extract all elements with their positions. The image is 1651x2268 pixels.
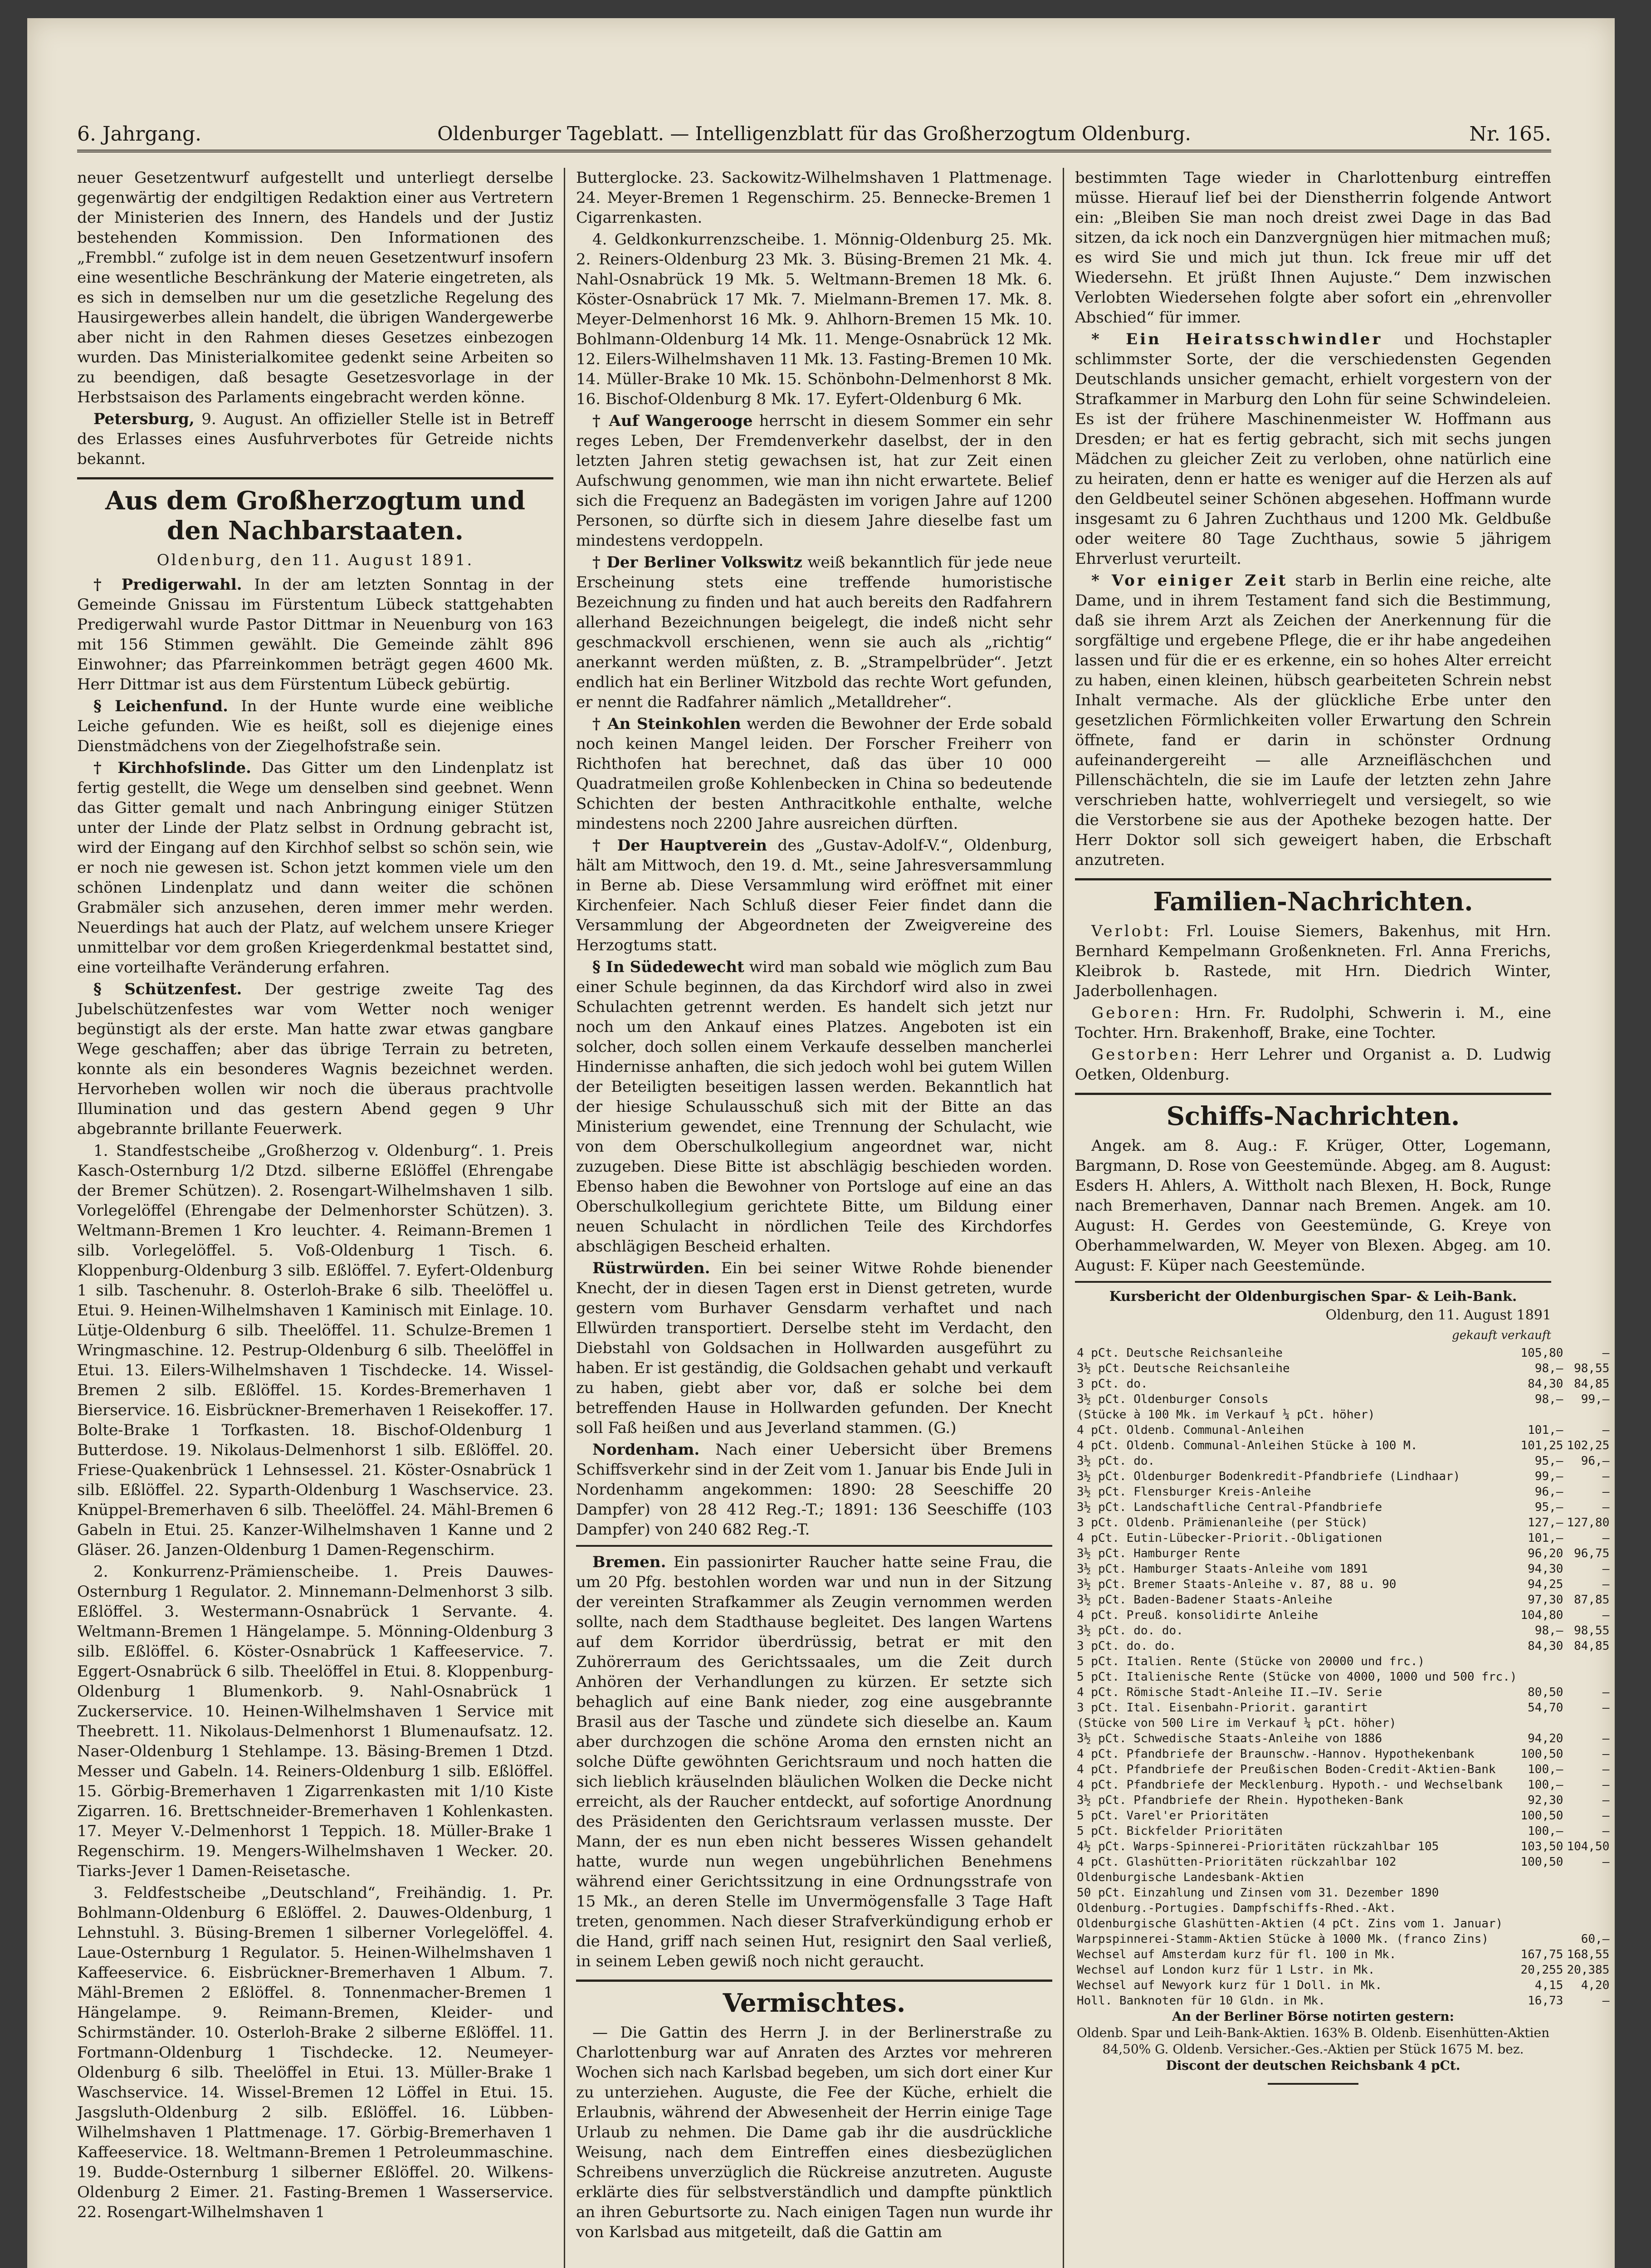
bank-row-buy: 101,— [1528,1423,1563,1437]
bank-row [1075,1993,1611,2009]
bank-row-name: Wechsel auf London kurz für 1 Lstr. in Mk. [1077,1963,1375,1977]
article-nordenham [576,1440,1052,1540]
bank-row [1075,1592,1611,1608]
bank-row-sell: — [1602,1747,1610,1761]
bank-row-buy: 84,30 [1528,1377,1563,1391]
article-suedewecht [576,957,1052,1256]
bank-row-buy [1519,1901,1565,1916]
bank-row-name: 4 pCt. Glashütten-Prioritäten rückzahlbar 102 [1077,1855,1397,1869]
bank-row [1075,1469,1611,1484]
bank-row-buy: 98,— [1534,1624,1563,1637]
family-text: Herr Lehrer und Organist a. D. Ludwig Oetken, Oldenburg. [1075,1046,1551,1084]
bank-row-sell: — [1602,1778,1610,1792]
berlin-quotes: Oldenb. Spar und Leih-Bank-Aktien. 163% B. Oldenb. Eisenhütten-Aktien 84,50% G. Oldenb. Versicher.-Ges.-Aktien per Stück 1675 M. bez. [1076,2025,1550,2057]
bank-row-sell: — [1602,1501,1610,1514]
bank-row [1075,1361,1611,1376]
bank-row-name: 3½ pCt. Hamburger Rente [1077,1547,1241,1560]
family-text: Hrn. Fr. Rudolphi, Schwerin i. M., eine Tochter. Hrn. Brakenhoff, Brake, eine Tochter. [1075,1004,1551,1042]
bank-row [1075,1422,1611,1438]
bank-row [1075,1685,1611,1700]
bank-row [1075,1345,1611,1361]
article-lead: Rüstrwürden. [592,1259,710,1277]
bank-row [1075,1453,1611,1469]
bank-row-name: Oldenburgische Glashütten-Aktien (4 pCt. Zins vom 1. Januar) [1077,1917,1503,1931]
bank-row-sell: 20,385 [1567,1963,1610,1977]
bank-row [1075,1376,1611,1392]
bank-row-name: 4 pCt. Oldenb. Communal-Anleihen Stücke à 100 M. [1077,1439,1418,1452]
bank-row-name: 4 pCt. Römische Stadt-Anleihe II.—IV. Serie [1077,1686,1382,1699]
article-lead: † Kirchhofslinde. [93,759,252,777]
berlin-heading: An der Berliner Börse notirten gestern: [1172,2009,1454,2024]
bank-row-name: 5 pCt. Bickfelder Prioritäten [1077,1824,1283,1838]
bank-row-sell [1565,1870,1611,1885]
prize-list-4: 4. Geldkonkurrenzscheibe. 1. Mönnig-Oldenburg 25. Mk. 2. Reiners-Oldenburg 23 Mk. 3. Büsing-Bremen 21 Mk. 4. Nahl-Osnabrück 19 Mk. 5. Weltmann-Bremen 18 Mk. 6. Köster-Osnabrück 17 Mk. 7. Mielmann-Bremen 17. Mk. 8. Meyer-Delmenhorst 16 Mk. 9. Ahlhorn-Bremen 15 Mk. 10. Bohlmann-Oldenburg 14 Mk. 11. Menge-Osnabrück 12 Mk. 12. Eilers-Wilhelmshaven 11 Mk. 13. Fasting-Bremen 10 Mk. 14. Müller-Brake 10 Mk. 15. Schönbohn-Delmenhorst 8 Mk. 16. Bischof-Oldenburg 8 Mk. 17. Eyfert-Oldenburg 6 Mk. [576,230,1052,408]
article-body: werden die Bewohner der Erde sobald noch keinen Mangel leiden. Der Forscher Freiherr von Richthofen hat berechnet, daß das über 10 000 Quadratmeilen große Kohlenbecken in China so bedeutende Schichten der besten Anthracitkohle enthalte, welche mindestens noch 2200 Jahre ausreichen dürften. [576,715,1052,833]
article-schuetzenfest [77,979,553,1139]
bank-row [1075,1901,1611,1916]
dateline: Oldenburg, den 11. August 1891. [156,551,474,569]
article-lead: Bremen. [592,1553,666,1571]
family-engaged [1075,921,1551,1001]
bank-row-buy: 167,75 [1520,1948,1563,1961]
section-title-vermischtes: Vermischtes. [576,1980,1052,2018]
bank-row-name: 4 pCt. Oldenb. Communal-Anleihen [1077,1423,1304,1437]
bank-row-name: 3½ pCt. Hamburger Staats-Anleihe vom 1891 [1077,1562,1368,1576]
article-kirchhofslinde [77,758,553,978]
bank-row-buy [1519,1669,1565,1685]
bank-row [1075,1793,1611,1808]
bank-row-sell: 84,85 [1574,1377,1610,1391]
bank-row-sell: 96,— [1581,1454,1610,1468]
bank-row [1075,1561,1611,1577]
bank-row-sell: — [1602,1809,1610,1823]
bank-row-name: 3½ pCt. Bremer Staats-Anleihe v. 87, 88 u. 90 [1077,1578,1397,1591]
article-lead: Petersburg, [93,410,195,428]
bank-row-name: 3½ pCt. do. do. [1077,1624,1183,1637]
article-lead: † Der Hauptverein [592,836,767,855]
article-lead: † Der Berliner Volkswitz [592,553,802,572]
bank-row-buy: 99,— [1534,1470,1563,1483]
bank-row-name: 3½ pCt. Oldenburger Bodenkredit-Pfandbriefe (Lindhaar) [1077,1470,1460,1483]
bank-row-sell: 127,80 [1567,1516,1610,1530]
bank-row [1075,1500,1611,1515]
bank-row-sell [1565,1901,1611,1916]
bank-row-buy: 92,30 [1528,1794,1563,1807]
bank-row-buy: 98,— [1534,1362,1563,1375]
bank-row-name: 3½ pCt. Schwedische Staats-Anleihe von 1886 [1077,1732,1382,1745]
bank-row-sell: — [1602,1485,1610,1499]
bank-row-name: 4 pCt. Pfandbriefe der Preußischen Boden-Credit-Aktien-Bank [1077,1763,1496,1776]
bank-row [1075,1669,1611,1685]
bank-row-name: 3 pCt. Ital. Eisenbahn-Priorit. garantirt [1077,1701,1368,1715]
bank-row-buy: 100,— [1528,1778,1563,1792]
article-petersburg [77,409,553,469]
bank-row-name: 3½ pCt. Baden-Badener Staats-Anleihe [1077,1593,1333,1607]
bank-row-sell: 102,25 [1567,1439,1610,1452]
bank-row-buy: 80,50 [1528,1686,1563,1699]
bank-row-buy: 103,50 [1520,1840,1563,1853]
bank-row-sell: — [1602,1346,1610,1360]
section-title-familien: Familien-Nachrichten. [1075,878,1551,917]
article-lead: † An Steinkohlen [592,715,741,733]
bank-row-name: Warpspinnerei-Stamm-Aktien Stücke à 1000 Mk. (franco Zins) [1077,1932,1489,1946]
bank-row [1075,1484,1611,1500]
article-leichenfund [77,696,553,756]
bank-row-buy [1519,1885,1565,1901]
bank-report-date: Oldenburg, den 11. August 1891 [1325,1307,1551,1323]
bank-row-buy: 101,25 [1520,1439,1563,1452]
prize-list-2: 2. Konkurrenz-Prämienscheibe. 1. Preis Dauwes-Osternburg 1 Regulator. 2. Minnemann-Delmenhorst 3 silb. Eßlöffel. 3. Westermann-Osnabrück 1 Servante. 4. Weltmann-Bremen 1 Hängelampe. 5. Mönning-Oldenburg 3 silb. Eßlöffel. 6. Köster-Osnabrück 1 Kaffeeservice. 7. Eggert-Osnabrück 6 silb. Theelöffel in Etui. 8. Kloppenburg-Oldenburg 1 Blumenkorb. 9. Nahl-Osnabrück 1 Zuckerservice. 10. Heinen-Wilhelmshaven 1 Service mit Theebrett. 11. Nikolaus-Delmenhorst 1 Blumenaufsatz. 12. Naser-Oldenburg 1 Stehlampe. 13. Bäsing-Bremen 1 Dtzd. Messer und Gabeln. 14. Reiners-Oldenburg 1 silb. Eßlöffel. 15. Görbig-Bremerhaven 1 Zigarrenkasten mit 1/10 Kiste Zigarren. 16. Brettschneider-Bremerhaven 1 Kohlenkasten. 17. Meyer V.-Delmenhorst 1 Teppich. 18. Müller-Brake 1 Regenschirm. 19. Mengers-Wilhelmshaven 1 Wecker. 20. Tiarks-Jever 1 Damen-Reisetasche. [77,1563,553,1880]
bank-row-buy: 95,— [1534,1501,1563,1514]
bank-row-name: 5 pCt. Varel'er Prioritäten [1077,1809,1269,1823]
bank-row [1075,1947,1611,1962]
bank-row-name: 5 pCt. Italienische Rente (Stücke von 4000, 1000 und 500 frc.) [1077,1670,1517,1684]
family-label: Verlobt: [1091,922,1172,940]
bank-row-name: Wechsel auf Amsterdam kurz für fl. 100 in Mk. [1077,1948,1397,1961]
article-steinkohlen [576,714,1052,834]
bank-row-buy: 94,30 [1528,1562,1563,1576]
bank-row-buy: 101,— [1528,1531,1563,1545]
bank-row [1075,1823,1611,1839]
bank-row-name: 3½ pCt. Pfandbriefe der Rhein. Hypotheken-Bank [1077,1794,1404,1807]
article-bremen [576,1552,1052,1971]
article-body: 9. August. An offizieller Stelle ist in Betreff des Erlasses eines Ausfuhrverbotes für Getreide nichts bekannt. [77,410,553,468]
bank-row [1075,1808,1611,1823]
bank-row-name: 4 pCt. Eutin-Lübecker-Priorit.-Obligationen [1077,1531,1382,1545]
bank-row-buy: 20,255 [1520,1963,1563,1977]
bank-row-sell: 104,50 [1567,1840,1610,1853]
bank-row-buy [1519,1654,1565,1669]
bank-row-sell [1565,1885,1611,1901]
article-hauptverein [576,836,1052,955]
bank-row-buy: 96,20 [1528,1547,1563,1560]
bank-row-buy: 127,— [1528,1516,1563,1530]
bank-row-buy: 100,— [1528,1824,1563,1838]
bank-row [1075,1731,1611,1746]
bank-row-buy: 100,50 [1520,1855,1563,1869]
bank-row [1075,1392,1611,1407]
prize-list-cont: Butterglocke. 23. Sackowitz-Wilhelmshaven 1 Plattmenage. 24. Meyer-Bremen 1 Regenschirm. 25. Bennecke-Bremen 1 Cigarrenkasten. [576,169,1052,227]
bank-row [1075,1546,1611,1561]
article-body: Der gestrige zweite Tag des Jubelschützenfestes war vom Wetter noch weniger begünstigt als der erste. Man hatte zwar etwas gangbare Wege geschaffen; aber das übrige Terrain zu betreten, konnte als ein besonderes Wagnis bezeichnet werden. Hervorheben wollen wir noch die überaus prachtvolle Illumination und das gestern Abend gegen 9 Uhr abgebrannte brillante Feuerwerk. [77,980,554,1138]
bank-row [1075,1777,1611,1793]
bank-row [1075,1530,1611,1546]
bank-row-name: (Stücke von 500 Lire im Verkauf ¼ pCt. höher) [1077,1716,1397,1730]
bank-row-buy: 105,80 [1520,1346,1563,1360]
bank-row-name: 3 pCt. do. do. [1077,1639,1177,1653]
end-rule [1268,2083,1358,2085]
divider [1075,1281,1551,1283]
bank-rates-table [1075,1345,1611,2009]
bank-row [1075,1716,1611,1731]
family-born [1075,1003,1551,1043]
bank-row-name: 4 pCt. Deutsche Reichsanleihe [1077,1346,1283,1360]
bank-row-sell: — [1602,1794,1610,1807]
section-title: Aus dem Großherzogtum und den Nachbarstaaten. [77,477,553,546]
bank-row-buy: 84,30 [1528,1639,1563,1653]
bank-row-sell: — [1602,1824,1610,1838]
bank-row-sell: — [1602,1763,1610,1776]
bank-row-buy [1519,1407,1565,1422]
article-body: In der Hunte wurde eine weibliche Leiche gefunden. Wie es heißt, soll es diejenige eines Dienstmädchens von der Ziegelhofstraße sein. [77,697,553,755]
article-body: und Hochstapler schlimmster Sorte, der die verschiedensten Gegenden Deutschlands unsicher gemacht, erhielt vorgestern von der Strafkammer in Marburg den Lohn für seine Schwindeleien. Es ist der frühere Maschinenmeister W. Hoffmann aus Dresden; er hat es fertig gebracht, sich mit sechs jungen Mädchen zu gleicher Zeit zu verloben, ohne natürlich eine zu heiraten, denn er hatte es weniger auf die Herzen als auf den Geldbeutel seiner Schönen abgesehen. Hoffmann wurde insgesamt zu 6 Jahren Zuchthaus und 1200 Mk. Geldbuße oder weitere 80 Tage Zuchthaus, sowie 5 jährigem Ehrverlust verurteilt. [1075,330,1551,568]
bank-row-name: 3½ pCt. do. [1077,1454,1155,1468]
article-body: wird man sobald wie möglich zum Bau einer Schule beginnen, da das Kirchdorf wird also in zwei Schulachten getrennt werden. Es handelt sich jetzt nur noch um den Ankauf eines Platzes. Angeboten ist ein solcher, doch sollen einem Verkaufe desselben mancherlei Hindernisse anhaften, die sich jedoch wohl bei gutem Willen der Beteiligten beseitigen lassen werden. Bekanntlich hat der hiesige Schulausschuß sich mit der Bitte an das Ministerium gewendet, eine Trennung der Schulacht, wie von dem Oberschulkollegium angeordnet war, nicht zuzugeben. Diese Bitte ist abschlägig beschieden worden. Ebenso haben die Bewohner von Portsloge auf eine an das Oberschulkollegium gerichtete Bitte, um Bildung einer neuen Schulacht in nördlichen Teile des Kirchdorfes abschlägigen Bescheid erhalten. [576,958,1052,1256]
bank-row-sell [1565,1716,1611,1731]
article-lead: † Predigerwahl. [93,576,242,594]
article-wangerooge [576,411,1052,551]
article-lead: * Vor einiger Zeit [1091,572,1288,590]
bank-row-name: 3 pCt. Oldenb. Prämienanleihe (per Stück) [1077,1516,1368,1530]
bank-row-buy: 54,70 [1528,1701,1563,1715]
bank-row [1075,1931,1611,1947]
volume-label: 6. Jahrgang. [77,122,202,146]
bank-row [1075,1762,1611,1777]
bank-row-buy: 97,30 [1528,1593,1563,1607]
column-2 [576,168,1052,2268]
bank-row-buy [1519,1931,1565,1947]
bank-row-name: 5 pCt. Italien. Rente (Stücke von 20000 und frc.) [1077,1655,1425,1668]
bank-row [1075,1962,1611,1978]
family-label: Geboren: [1091,1004,1182,1022]
bank-row [1075,1608,1611,1623]
bank-row [1075,1515,1611,1530]
bank-row-sell: — [1602,1732,1610,1745]
article-heiratsschwindler [1075,329,1551,569]
family-label: Gestorben: [1091,1046,1201,1064]
bank-row-sell: — [1602,1994,1610,2008]
article-text: neuer Gesetzentwurf aufgestellt und unterliegt derselbe gegenwärtig der endgiltigen Redaktion einer aus Vertretern der Ministerien des Innern, des Handels und der Justiz bestehenden Kommission. Den Informationen des „Frembbl.“ zufolge ist in dem neuen Gesetzentwurf insofern eine wesentliche Beschränkung der Materie eingetreten, als es sich in demselben nur um die gesetzliche Regelung des Hausirgewerbes allein handelt, die übrigen Wandergewerbe aber nicht in den Rahmen dieses Gesetzes einbezogen wurden. Das Ministerialkomitee gedenkt seine Arbeiten so zu beendigen, daß besagte Gesetzesvorlage in der Herbstsaison des Parlaments eingebracht werden könne. [77,169,553,406]
article-lead: † Auf Wangerooge [592,412,753,430]
newspaper-page [27,18,1615,2268]
bank-row-name: 4 pCt. Pfandbriefe der Mecklenburg. Hypoth.- und Wechselbank [1077,1778,1503,1792]
bank-row [1075,1654,1611,1669]
bank-row-buy: 94,25 [1528,1578,1563,1591]
bank-row-name: 3½ pCt. Oldenburger Consols [1077,1393,1269,1406]
article-body: In der am letzten Sonntag in der Gemeinde Gnissau im Fürstentum Lübeck stattgehabten Predigerwahl wurde Pastor Dittmar in Neuenburg von 163 mit 156 Stimmen gewählt. Die Gemeinde zählt 896 Einwohner; das Pfarreinkommen beträgt gegen 4600 Mk. Herr Dittmar ist aus dem Fürstentum Lübeck gebürtig. [77,576,553,694]
bank-row-sell: — [1602,1470,1610,1483]
article-volkswitz [576,552,1052,712]
bank-row [1075,1746,1611,1762]
article-body: weiß bekanntlich für jede neue Erscheinung stets eine treffende humoristische Bezeichnung zu finden und hat auch bereits den Radfahrern allerhand Bezeichnungen beigelegt, die indeß nicht sehr geschmackvoll erschienen, wenn sie auch als „richtig“ anerkannt werden müßten, z. B. „Strampelbrüder“. Jetzt endlich hat ein Berliner Witzbold das rechte Wort gefunden, er nennt die Radfahrer nämlich „Metalldreher“. [576,553,1053,711]
bank-row-buy: 95,— [1534,1454,1563,1468]
article-body: Das Gitter um den Lindenplatz ist fertig gestellt, die Wege um denselben sind geebnet. Wenn das Gitter gemalt und nach Anbringung einiger Stützen unter der Linde der Platz selbst in Ordnung gebracht ist, wird der Eingang auf den Kirchhof selbst so schön sein, wie er noch nie gewesen ist. Schon jetzt kommen viele um den schönen Lindenplatz und dann weiter die schönen Grabmäler sich anzusehen, deren immer mehr werden. Neuerdings hat auch der Platz, auf welchem unsere Krieger unmittelbar vor dem großen Kriegerdenkmal bestattet sind, eine vorteilhafte Veränderung erfahren. [77,759,553,977]
bank-row-sell: 84,85 [1574,1639,1610,1653]
bank-row [1075,1700,1611,1716]
bank-row-sell: 87,85 [1574,1593,1610,1607]
ship-news: Angek. am 8. Aug.: F. Krüger, Otter, Logemann, Bargmann, D. Rose von Geestemünde. Abgeg. am 8. August: Esders H. Ahlers, A. Wittholt nach Blexen, H. Bock, Runge nach Bremerhaven, Dannar nach Bremen. Angek. am 10. August: H. Gerdes von Geestemünde, G. Kreye von Oberhammelwarden, W. Meyer von Blexen. Abgeg. am 10. August: F. Küper nach Geestemünde. [1075,1137,1551,1275]
bank-row-name: 4½ pCt. Warps-Spinnerei-Prioritäten rückzahlbar 105 [1077,1840,1439,1853]
bank-report-title: Kursbericht der Oldenburgischen Spar- & Leih-Bank. [1109,1289,1517,1305]
bank-row [1075,1978,1611,1993]
bank-row-sell: — [1602,1608,1610,1622]
page-header [77,109,1551,152]
bank-row [1075,1577,1611,1592]
bank-row-buy: 100,50 [1520,1747,1563,1761]
article-body: Nach einer Uebersicht über Bremens Schiffsverkehr sind in der Zeit vom 1. Januar bis Ende Juli in Nordenhamm angekommen: 1890: 28 Seeschiffe 20 Dampfer) von 28 412 Reg.-T.; 1891: 136 Seeschiffe (103 Dampfer) von 240 682 Reg.-T. [576,1441,1053,1539]
bank-row [1075,1885,1611,1901]
bank-row-buy [1519,1916,1565,1931]
bank-column-head: gekauft verkauft [1452,1329,1551,1342]
bank-row-name: 3½ pCt. Landschaftliche Central-Pfandbriefe [1077,1501,1382,1514]
bank-row-buy: 98,— [1534,1393,1563,1406]
article-body: des „Gustav-Adolf-V.“, Oldenburg, hält am Mittwoch, den 19. d. Mt., seine Jahresversammlung in Berne ab. Diese Versammlung wird eröffnet mit einer Kirchenfeier. Nach Schluß dieser Feier findet dann die Versammlung der Abgeordneten der Zweigvereine des Herzogtums statt. [576,836,1053,954]
bank-row-sell: — [1602,1701,1610,1715]
article-lead: § In Südedewecht [592,958,744,976]
bank-row-sell: 60,— [1581,1932,1610,1946]
family-died [1075,1045,1551,1085]
bank-row [1075,1623,1611,1638]
article-ruestrwuerden [576,1258,1052,1438]
bank-row-buy: 94,20 [1528,1732,1563,1745]
bank-row-sell: — [1602,1578,1610,1591]
discount-note: Discont der deutschen Reichsbank 4 pCt. [1166,2058,1460,2073]
article-body: starb in Berlin eine reiche, alte Dame, und in ihrem Testament fand sich die Bestimmung, daß sie ihrem Arzt als Zeichen der Anerkennung für die sorgfältige und ergebene Pflege, die er ihr habe angedeihen lassen und für die er es erkenne, ein so hohes Alter erreicht zu haben, einen kleinen, hübsch gearbeiteten Schrein nebst Inhalt vermache. Als der glückliche Erbe unter den gesetzlichen Förmlichkeiten voller Erwartung den Schrein öffnete, fand er darin in schönster Ordnung aufeinandergereiht — alle Arzneifläschchen und Pillenschächteln, die sie im Laufe der letzten zehn Jahre verschrieben hatte, wohlverriegelt und versiegelt, so wie die Verstorbene sie aus der Apotheke bezogen hatte. Der Herr Doktor soll sich geweigert haben, die Erbschaft anzutreten. [1075,572,1552,869]
bank-row-name: 3 pCt. do. [1077,1377,1148,1391]
article-predigerwahl [77,575,553,694]
bank-row-sell: 4,20 [1581,1979,1610,1992]
bank-row-sell [1565,1916,1611,1931]
bank-row [1075,1916,1611,1931]
bank-row-name: Holl. Banknoten für 10 Gldn. in Mk. [1077,1994,1325,2008]
bank-row-name: 4 pCt. Preuß. konsolidirte Anleihe [1077,1608,1319,1622]
family-text: Frl. Louise Siemers, Bakenhus, mit Hrn. Bernhard Kempelmann Großenkneten. Frl. Anna Frerichs, Kleibrok b. Rastede, mit Hrn. Diedrich Winter, Jaderbollenhagen. [1075,922,1551,1000]
bank-row-sell: — [1602,1855,1610,1869]
article-body: Ein passionirter Raucher hatte seine Frau, die um 20 Pfg. bestohlen worden war und nun in der Sitzung der vereinten Strafkammer als Zeugin vernommen werden sollte, nach dem Stadthause begleitet. Des langen Wartens auf dem Korridor überdrüssig, betrat er mit den Zuhörerraum des Gerichtssaales, um die Zeit durch Anhören der Verhandlungen zu kürzen. Er setzte sich behaglich auf eine Bank nieder, zog eine ausgebrannte Brasil aus der Tasche und zündete sich dieselbe an. Kaum aber durchzogen die schöne Aroma den ernsten nicht an solche Düfte gewöhnten Gerichtsraum und noch hatten die sich lieblich kräuselnden bläulichen Wolken die Decke nicht erreicht, als der Raucher entdeckt, auf sofortige Anordnung des Präsidenten den Gerichtsraum verlassen musste. Der Mann, der es nun eben nicht besseres Wissen gehandelt hatte, wurde nun wegen ungebührlichen Benehmens während einer Gerichtssitzung in eine Ordnungsstrafe von 15 Mk., an deren Stelle im Unvermögensfalle 3 Tage Haft treten, genommen. Nach dieser Strafverkündigung erhob er die Hand, griff nach seinen Hut, resignirt den Saal verließ, in seinem Leben gewiß noch nicht geraucht. [576,1553,1053,1970]
prize-list-1: 1. Standfestscheibe „Großherzog v. Oldenburg“. 1. Preis Kasch-Osternburg 1/2 Dtzd. silberne Eßlöffel (Ehrengabe der Bremer Schützen). 2. Rosengart-Wilhelmshaven 1 silb. Vorlegelöffel (Ehrengabe der Delmenhorster Schützen). 3. Weltmann-Bremen 1 Kro leuchter. 4. Reimann-Bremen 1 silb. Vorlegelöffel. 5. Voß-Oldenburg 1 Tisch. 6. Kloppenburg-Oldenburg 3 silb. Eßlöffel. 7. Eyfert-Oldenburg 1 silb. Taschenuhr. 8. Osterloh-Brake 6 silb. Theelöffel u. Etui. 9. Heinen-Wilhelmshaven 1 Kaminisch mit Einlage. 10. Lütje-Oldenburg 6 silb. Theelöffel. 11. Schulze-Bremen 1 Wringmaschine. 12. Pestrup-Oldenburg 6 silb. Theelöffel in Etui. 13. Eilers-Wilhelmshaven 1 Tischdecke. 14. Wissel-Bremen 2 silb. Eßlöffel. 15. Kordes-Bremerhaven 1 Bierservice. 16. Eisbrückner-Bremerhaven 1 Reisekoffer. 17. Bolte-Brake 1 Torfkasten. 18. Bischof-Oldenburg 1 Butterdose. 19. Nikolaus-Delmenhorst 1 silb. Eßlöffel. 20. Friese-Quakenbrück 1 Lehnsessel. 21. Köster-Osnabrück 1 silb. Eßlöffel. 22. Syparth-Oldenburg 1 Waschservice. 23. Knüppel-Bremerhaven 6 silb. Theelöffel. 24. Mähl-Bremen 6 Gabeln in Etui. 25. Kanzer-Wilhelmshaven 1 Kanne und 2 Gläser. 26. Janzen-Oldenburg 1 Damen-Regenschirm. [77,1142,553,1559]
divider [576,1545,1052,1547]
bank-row-name: 3½ pCt. Deutsche Reichsanleihe [1077,1362,1290,1375]
bank-row-sell: 168,55 [1567,1948,1610,1961]
bank-row-buy [1519,1716,1565,1731]
bank-row [1075,1870,1611,1885]
bank-row-sell: 98,55 [1574,1362,1610,1375]
issue-number: Nr. 165. [1469,122,1551,146]
bank-row-sell [1565,1669,1611,1685]
masthead-title: Oldenburger Tageblatt. — Intelligenzblatt für das Großherzogtum Oldenburg. [437,122,1191,145]
bank-row-name: (Stücke à 100 Mk. im Verkauf ¼ pCt. höher) [1077,1408,1375,1422]
article-continued: bestimmten Tage wieder in Charlottenburg eintreffen müsse. Hierauf lief bei der Dienstherrin folgende Antwort ein: „Bleiben Sie man noch dreist zwei Dage in das Bad sitzen, da ick noch ein Danzvergnügen hier mitmachen muß; es wird Sie und mich jut thun. Ick freue mir uff det Wiedersehn. Et jrüßt Ihnen Aujuste.“ Dem inzwischen Verlobten Wiedersehen folgte aber sofort ein „ehrenvoller Abschied“ für immer. [1075,169,1551,327]
bank-row-sell: 99,— [1581,1393,1610,1406]
bank-row-sell: 98,55 [1574,1624,1610,1637]
bank-row-buy: 4,15 [1534,1979,1563,1992]
column-rule-1 [564,168,565,2268]
bank-row-sell: — [1602,1423,1610,1437]
bank-row-buy: 16,73 [1528,1994,1563,2008]
bank-row-sell: — [1602,1562,1610,1576]
bank-row [1075,1839,1611,1854]
article-lead: § Schützenfest. [93,980,242,998]
bank-row-name: Oldenburgische Landesbank-Aktien [1077,1871,1304,1884]
bank-row [1075,1407,1611,1422]
bank-row-buy: 104,80 [1520,1608,1563,1622]
article-lead: Nordenham. [592,1441,700,1459]
bank-row-sell [1565,1654,1611,1669]
bank-row-name: 50 pCt. Einzahlung und Zinsen vom 31. Dezember 1890 [1077,1886,1439,1900]
article-lead: § Leichenfund. [93,697,228,715]
bank-row-name: Oldenburg.-Portugies. Dampfschiffs-Rhed.-Akt. [1077,1901,1397,1915]
bank-row-name: 4 pCt. Pfandbriefe der Braunschw.-Hannov. Hypothekenbank [1077,1747,1475,1761]
bank-row [1075,1638,1611,1654]
article-lead: * Ein Heiratsschwindler [1091,330,1383,348]
bank-row-sell: 96,75 [1574,1547,1610,1560]
bank-row-name: 3½ pCt. Flensburger Kreis-Anleihe [1077,1485,1311,1499]
column-rule-2 [1063,168,1064,2268]
bank-row-buy: 100,50 [1520,1809,1563,1823]
bank-row [1075,1438,1611,1453]
bank-row-sell: — [1602,1686,1610,1699]
article-charlottenburg: — Die Gattin des Herrn J. in der Berlinerstraße zu Charlottenburg war auf Anraten des Arztes vor mehreren Wochen sich nach Karlsbad begeben, um sich dort einer Kur zu unterziehen. Auguste, die Fee der Küche, erhielt die Erlaubnis, während der Abwesenheit der Herrin einige Tage Urlaub zu nehmen. Die Dame gab ihr die ausdrückliche Weisung, nach dem Eintreffen eines diesbezüglichen Schreibens unverzüglich die Rückreise anzutreten. Auguste erklärte dies für selbstverständlich und dampfte pünktlich an ihren Geburtsorte zu. Nach einigen Tagen nun wurde ihr von Karlsbad aus mitgeteilt, daß die Gattin am [576,2024,1052,2241]
article-testament [1075,571,1551,870]
bank-row-buy [1519,1870,1565,1885]
article-body: Ein bei seiner Witwe Rohde bienender Knecht, der in diesen Tagen erst in Dienst getreten, wurde gestern vom Burhaver Gensdarm verhaftet und nach Ellwürden transportiert. Derselbe steht im Verdacht, den Diebstahl von Goldsachen in Hollwarden ausgeführt zu haben. Er ist geständig, die Goldsachen gehabt und verkauft zu haben, giebt aber vor, daß er solche bei dem betreffenden Hause in Hollwarden gefunden. Der Knecht soll Faß heißen und aus Jeverland stammen. (G.) [576,1259,1052,1437]
column-1 [77,168,553,2268]
bank-row-name: Wechsel auf Newyork kurz für 1 Doll. in Mk. [1077,1979,1382,1992]
bank-row-sell: — [1602,1531,1610,1545]
prize-list-3: 3. Feldfestscheibe „Deutschland“, Freihändig. 1. Pr. Bohlmann-Oldenburg 6 Eßlöffel. 2. Dauwes-Oldenburg, 1 Lehnstuhl. 3. Büsing-Bremen 1 silberner Vorlegelöffel. 4. Laue-Osternburg 1 Regulator. 5. Heinen-Wilhelmshaven 1 Kaffeeservice. 6. Eisbrückner-Bremerhaven 1 Album. 7. Mähl-Bremen 2 Eßlöffel. 8. Tonnenmacher-Bremen 1 Hängelampe. 9. Reimann-Bremen, Kleider- und Schirmständer. 10. Osterloh-Brake 2 silberne Eßlöffel. 11. Fortmann-Oldenburg 1 Tischdecke. 12. Neumeyer-Oldenburg 6 silb. Theelöffel in Etui. 13. Müller-Brake 1 Waschservice. 14. Wissel-Bremen 12 Löffel in Etui. 15. Jasgsluth-Oldenburg 2 silb. Eßlöffel. 16. Lübben-Wilhelmshaven 1 Plattmenage. 17. Görbig-Bremerhaven 1 Kaffeeservice. 18. Weltmann-Bremen 1 Petroleummaschine. 19. Budde-Osternburg 1 silberner Eßlöffel. 20. Wilkens-Oldenburg 2 Eimer. 21. Fasting-Bremen 1 Wasserservice. 22. Rosengart-Wilhelmshaven 1 [77,1884,553,2221]
bank-row-buy: 96,— [1534,1485,1563,1499]
section-title-schiffs: Schiffs-Nachrichten. [1075,1093,1551,1131]
article-body: herrscht in diesem Sommer ein sehr reges Leben, Der Fremdenverkehr daselbst, der in den letzten Jahren stetig gewachsen ist, hat zur Zeit einen Aufschwung genommen, wie man ihn nicht erwartete. Belief sich die Frequenz an Badegästen im vorigen Jahre auf 1200 Personen, so dürfte sich in diesem Jahre dieselbe fast um mindestens verdoppeln. [576,412,1053,550]
bank-row-sell [1565,1407,1611,1422]
bank-row-buy: 100,— [1528,1763,1563,1776]
bank-row [1075,1854,1611,1870]
column-3 [1075,168,1610,2268]
